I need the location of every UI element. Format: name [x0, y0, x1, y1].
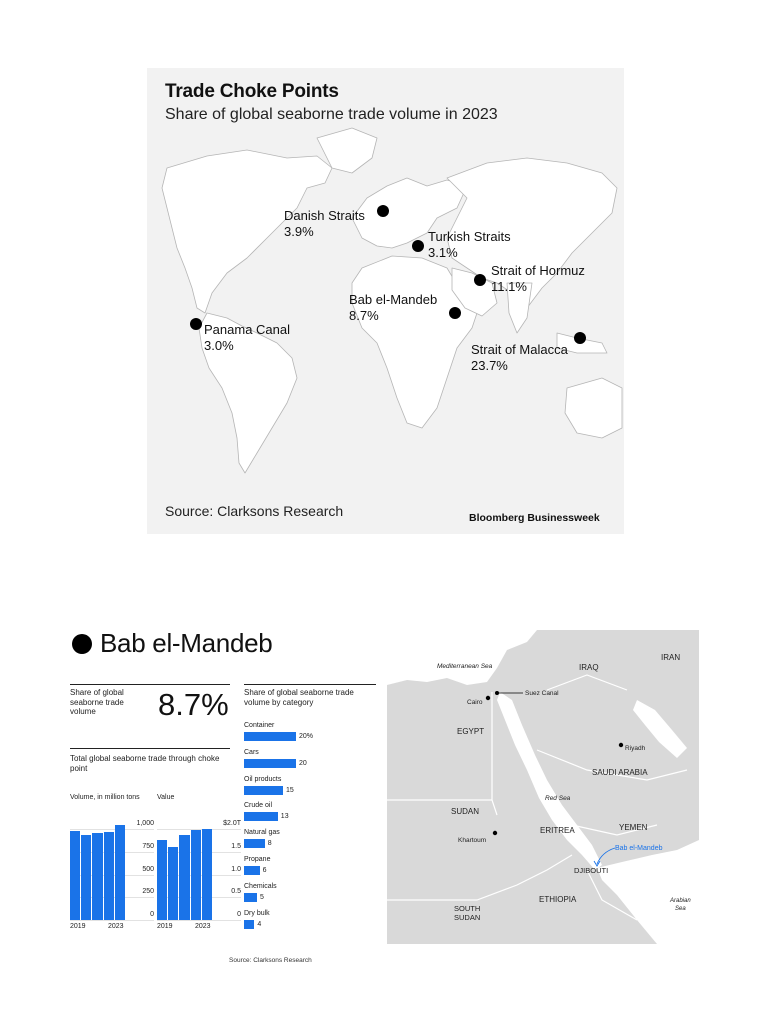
category-value-label: 15 [286, 786, 294, 794]
bab-label: Bab el-Mandeb [615, 845, 663, 852]
category-chart-header: Share of global seaborne trade volume by category [244, 688, 354, 707]
volume-chart-label: Volume, in million tons [70, 794, 140, 801]
total-trade-label: Total global seaborne trade through choke point [70, 754, 220, 773]
iran-label: IRAN [661, 653, 681, 662]
category-value-label: 20 [299, 759, 307, 767]
australia-landmass [565, 378, 622, 438]
red-sea-label: Red Sea [545, 795, 571, 802]
category-bar [244, 732, 296, 741]
value-y-tick: 0 [237, 911, 241, 918]
volume-bar [115, 825, 125, 920]
cairo-marker [486, 696, 490, 700]
cairo-label: Cairo [467, 699, 483, 706]
divider [70, 748, 230, 749]
category-value-label: 4 [257, 920, 262, 928]
share-label: Share of global seaborne trade volume [70, 688, 124, 716]
yemen-label: YEMEN [619, 823, 648, 832]
turkish-straits-label: Turkish Straits 3.1% [428, 229, 511, 260]
sudan-label: SUDAN [451, 807, 480, 816]
value-gridline [157, 920, 241, 921]
volume-bar-chart [70, 812, 154, 930]
panama-canal-marker [190, 318, 202, 330]
khartoum-label: Khartoum [458, 837, 487, 844]
mediterranean-label: Mediterranean Sea [437, 663, 493, 670]
category-bar [244, 866, 260, 875]
value-bar [191, 830, 201, 920]
strait-of-hormuz-marker [474, 274, 486, 286]
value-bar [179, 835, 189, 920]
danish-straits-label: Danish Straits 3.9% [284, 208, 365, 239]
category-label: Oil products [244, 775, 282, 783]
volume-gridline [70, 829, 154, 830]
bab-el-mandeb-label: Bab el-Mandeb 8.7% [349, 292, 438, 323]
riyadh-label: Riyadh [625, 745, 646, 752]
category-bar [244, 759, 296, 768]
section-title: Bab el-Mandeb [100, 628, 273, 658]
category-label: Natural gas [244, 829, 280, 837]
brand-logo: Bloomberg Businessweek [469, 512, 600, 524]
volume-x-tick: 2019 [70, 923, 86, 930]
eritrea-label: ERITREA [540, 826, 575, 835]
suez-marker [495, 691, 499, 695]
riyadh-marker [619, 743, 623, 747]
djibouti-label: DJIBOUTI [574, 866, 609, 875]
suez-label: Suez Canal [525, 690, 559, 697]
top-source: Source: Clarksons Research [165, 503, 344, 519]
value-x-tick: 2019 [157, 923, 173, 930]
turkish-straits-marker [412, 240, 424, 252]
category-label: Cars [244, 748, 259, 756]
category-label: Propane [244, 856, 271, 863]
value-bar [202, 829, 212, 920]
value-y-tick: $2.0T [223, 820, 241, 828]
volume-bar [104, 832, 114, 920]
volume-bar [92, 833, 102, 920]
arabian-sea-label: Arabian Sea [670, 898, 691, 912]
ethiopia-label: ETHIOPIA [539, 895, 577, 904]
bab-el-mandeb-marker [449, 307, 461, 319]
volume-y-tick: 0 [150, 911, 154, 918]
volume-x-tick: 2023 [108, 923, 124, 930]
volume-gridline [70, 920, 154, 921]
bottom-source: Source: Clarksons Research [229, 957, 312, 964]
value-bar-chart [157, 812, 241, 930]
map-subtitle: Share of global seaborne trade volume in 2023 [165, 106, 498, 123]
iraq-label: IRAQ [579, 663, 599, 672]
title-bullet-icon [72, 634, 92, 654]
south-sudan-label: SOUTH SUDAN [454, 904, 481, 922]
share-value: 8.7% [158, 687, 229, 722]
value-y-tick: 1.0 [231, 865, 241, 873]
category-label: Crude oil [244, 802, 273, 810]
saudi-label: SAUDI ARABIA [592, 768, 648, 777]
category-bar [244, 839, 265, 848]
value-y-tick: 1.5 [231, 842, 241, 850]
trade-choke-points-card [147, 68, 624, 534]
category-bar [244, 920, 254, 929]
category-label: Dry bulk [244, 909, 270, 917]
category-value-label: 6 [262, 867, 267, 874]
strait-of-malacca-label: Strait of Malacca 23.7% [471, 342, 568, 373]
map-title: Trade Choke Points [165, 81, 339, 102]
strait-of-malacca-marker [574, 332, 586, 344]
red-sea-region-map [387, 630, 699, 944]
strait-of-hormuz-label: Strait of Hormuz 11.1% [491, 263, 585, 294]
divider [244, 684, 376, 685]
khartoum-marker [493, 831, 497, 835]
category-label: Chemicals [244, 882, 277, 890]
category-value-label: 5 [260, 893, 264, 901]
value-y-tick: 0.5 [231, 888, 241, 896]
volume-bar [70, 831, 80, 920]
category-bar [244, 812, 278, 821]
volume-y-tick: 1,000 [136, 820, 154, 828]
category-bar [244, 786, 283, 795]
value-chart-label: Value [157, 794, 175, 801]
volume-bar [81, 835, 91, 920]
volume-y-tick: 500 [142, 865, 154, 873]
value-x-tick: 2023 [195, 923, 211, 930]
volume-y-tick: 750 [142, 842, 154, 850]
danish-straits-marker [377, 205, 389, 217]
divider [70, 684, 230, 685]
value-bar [157, 840, 167, 920]
category-bar-chart [244, 722, 376, 942]
value-bar [168, 847, 178, 920]
category-value-label: 13 [280, 813, 289, 821]
category-bar [244, 893, 257, 902]
panama-canal-label: Panama Canal 3.0% [204, 322, 290, 353]
category-value-label: 20% [299, 733, 314, 740]
egypt-label: EGYPT [457, 727, 485, 736]
category-value-label: 8 [267, 840, 272, 848]
category-label: Container [244, 722, 275, 729]
volume-y-tick: 250 [142, 888, 154, 896]
